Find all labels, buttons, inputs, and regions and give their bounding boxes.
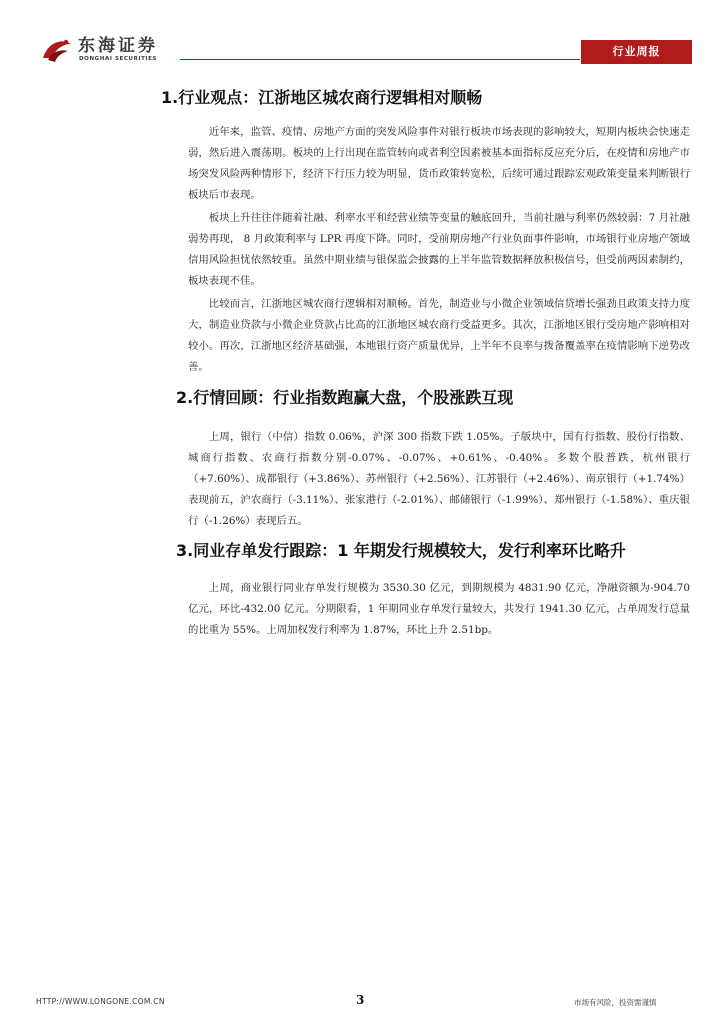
page-footer [0,985,724,1024]
report-type-badge: 行业周报 [581,40,692,64]
header-divider [180,59,580,60]
section-title: 3.同业存单发行跟踪：1 年期发行规模较大，发行利率环比略升 [176,541,626,560]
logo-chinese-name: 东海证券 [78,36,158,56]
paragraph: 上周，商业银行同业存单发行规模为 3530.30 亿元，到期规模为 4831.90 亿元，净融资额为-904.70 亿元，环比-432.00 亿元。分期限看，1 年期同业存单发行量较大，共发行 1941.30 亿元，占单周发行总量的比重为 55%。上周加权发行利率为 1.87%，环比上升 2.51bp。 [188,582,690,636]
paragraph: 近年来，监管、疫情、房地产方面的突发风险事件对银行板块市场表现的影响较大，短期内板块会快速走弱，然后进入震荡期。板块的上行出现在监管转向或者利空因素被基本面指标反应充分后，在疫情和房地产市场突发风险两种情形下，经济下行压力较为明显，货币政策转宽松，后续可通过跟踪宏观政策变量来判断银行板块后市表现。 [188,126,690,201]
page-header [0,0,724,70]
risk-disclaimer: 市场有风险，投资需谨慎 [574,998,657,1007]
donghai-logo-icon [40,36,74,64]
paragraph: 比较而言，江浙地区城农商行逻辑相对顺畅。首先，制造业与小微企业领域信贷增长强劲且政策支持力度大，制造业贷款与小微企业贷款占比高的江浙地区城农商行受益更多。其次，江浙地区银行受房地产影响相对较小。再次，江浙地区经济基础强，本地银行资产质量优异，上半年不良率与拨备覆盖率在疫情影响下逆势改善。 [188,298,690,373]
website-link[interactable]: HTTP://WWW.LONGONE.COM.CN [36,997,165,1006]
section-title: 2.行情回顾：行业指数跑赢大盘，个股涨跌互现 [176,388,514,407]
paragraph: 板块上升往往伴随着社融、利率水平和经营业绩等变量的触底回升，当前社融与利率仍然较弱：7 月社融弱势再现， 8 月政策利率与 LPR 再度下降。同时，受前期房地产行业负面事件影响，市场银行业房地产领域信用风险担忧依然较重。虽然中期业绩与银保监会披露的上半年监管数据释放积极信号，但受前两因素制约，板块表现不佳。 [188,212,690,287]
company-logo [40,36,180,66]
page-number: 3 [356,993,365,1007]
section-title: 1.行业观点：江浙地区城农商行逻辑相对顺畅 [161,88,483,107]
paragraph: 上周，银行（中信）指数 0.06%，沪深 300 指数下跌 1.05%。子版块中，国有行指数、股份行指数、城商行指数、农商行指数分别-0.07%、-0.07%、+0.61%、-0.40%。多数个股普跌，杭州银行（+7.60%）、成都银行（+3.86%）、苏州银行（+2.56%）、江苏银行（+2.46%）、南京银行（+1.74%）表现前五，沪农商行（-3.11%）、张家港行（-2.01%）、邮储银行（-1.99%）、郑州银行（-1.58%）、重庆银行（-1.26%）表现后五。 [188,431,690,527]
logo-english-name: DONGHAI SECURITIES [79,56,157,62]
